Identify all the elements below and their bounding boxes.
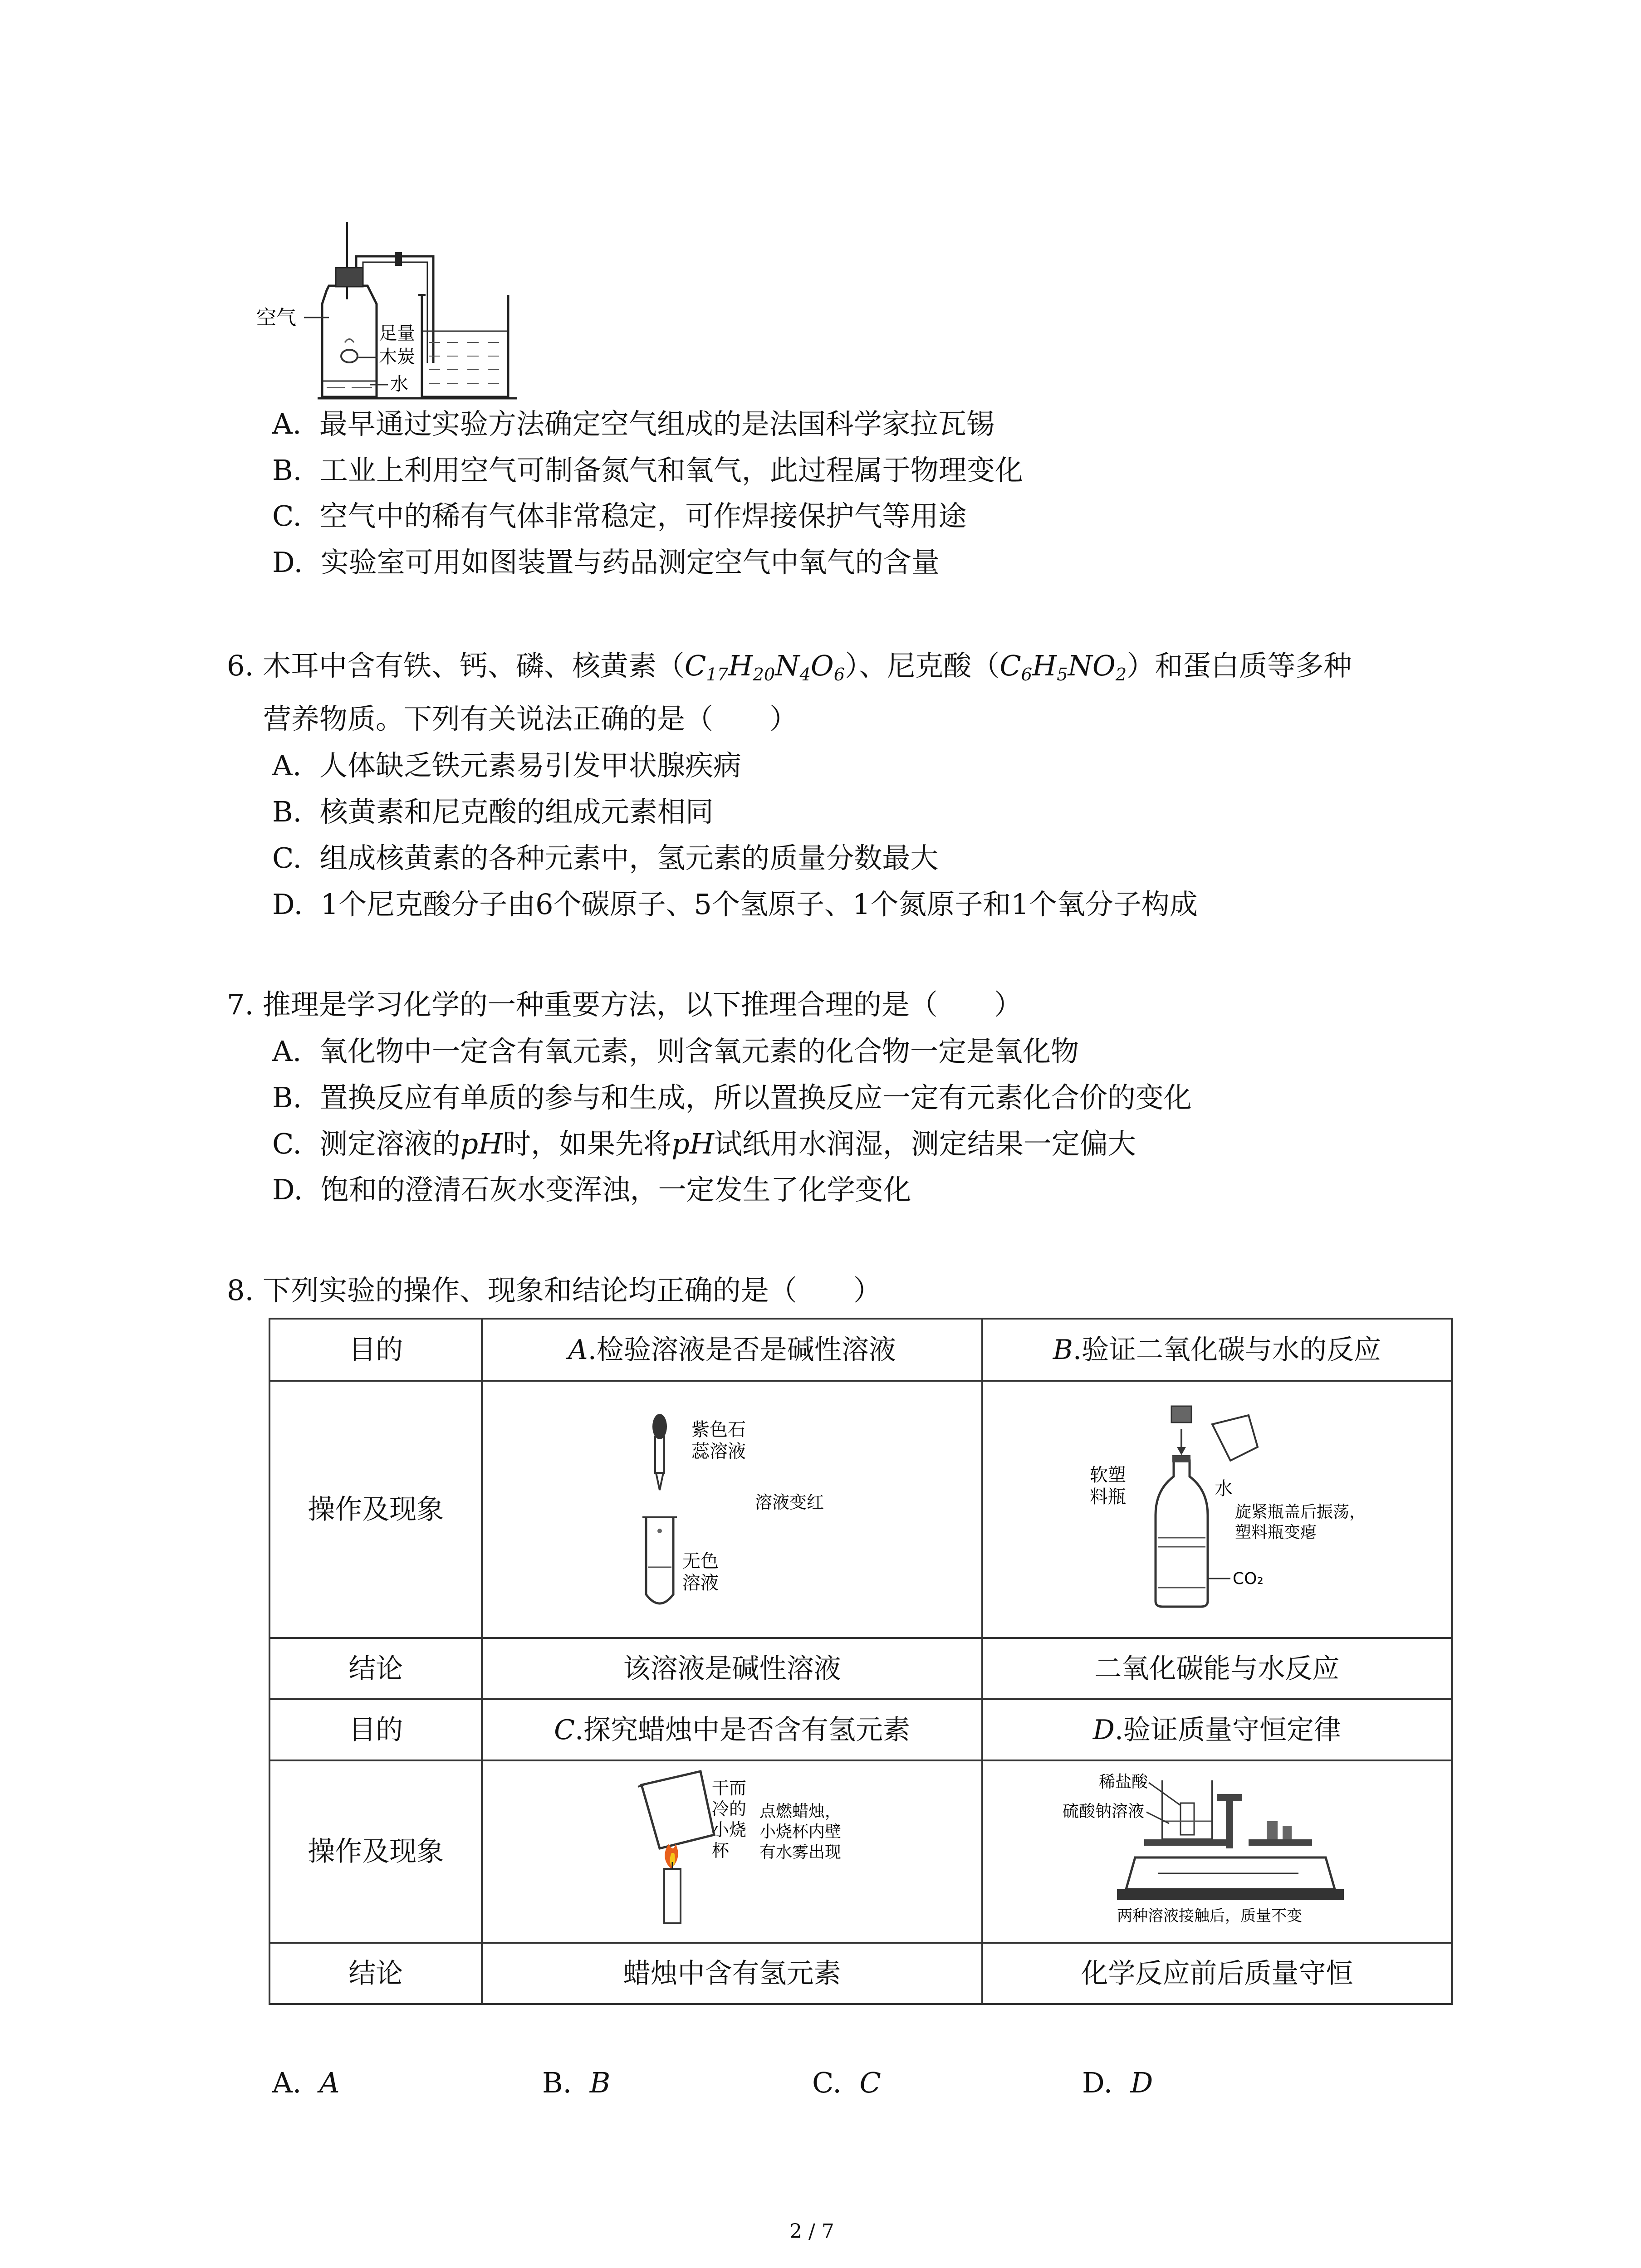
purpose-label: 目的	[269, 1699, 482, 1760]
q6-option-a: A. 人体缺乏铁元素易引发甲状腺疾病	[272, 749, 741, 782]
svg-text:料瓶: 料瓶	[1090, 1486, 1127, 1507]
option-letter: A.	[272, 407, 302, 440]
question-number: 7.	[227, 988, 254, 1021]
q7-option-a: A. 氧化物中一定含有氧元素，则含氧元素的化合物一定是氧化物	[272, 1035, 1079, 1068]
figure-candle-beaker	[592, 1767, 873, 1930]
label-enough: 足量	[379, 323, 415, 344]
purpose-d: D.验证质量守恒定律	[982, 1699, 1452, 1760]
option-letter: D.	[272, 546, 303, 579]
q6-option-c: C. 组成核黄素的各种元素中，氢元素的质量分数最大	[272, 841, 939, 875]
option-text: 空气中的稀有气体非常稳定，可作焊接保护气等用途	[319, 499, 967, 533]
svg-text:有水雾出现: 有水雾出现	[759, 1843, 841, 1862]
purpose-b: B.验证二氧化碳与水的反应	[982, 1319, 1452, 1381]
q6-option-b: B. 核黄素和尼克酸的组成元素相同	[272, 795, 714, 828]
q8-answer-b: B. B	[542, 2066, 611, 2099]
svg-text:小烧: 小烧	[711, 1819, 746, 1840]
option-text: 实验室可用如图装置与药品测定空气中氧气的含量	[320, 546, 940, 579]
q8-experiment-table	[269, 1318, 1453, 2005]
figure-air-charcoal-apparatus	[254, 213, 535, 404]
figure-dropper-test-tube	[592, 1399, 873, 1613]
q6-option-d: D. 1个尼克酸分子由6个碳原子、5个氢原子、1个氮原子和1个氧分子构成	[272, 888, 1198, 921]
label-water: 水	[390, 374, 408, 395]
conclusion-label: 结论	[269, 1638, 482, 1699]
svg-text:溶液: 溶液	[682, 1573, 719, 1593]
svg-text:溶液变红: 溶液变红	[754, 1492, 824, 1512]
conclusion-b: 二氧化碳能与水反应	[982, 1638, 1452, 1699]
svg-text:冷的: 冷的	[711, 1799, 746, 1819]
q5-option-c	[272, 498, 966, 534]
page-number: 2 / 7	[789, 2220, 834, 2243]
operation-d	[982, 1760, 1452, 1943]
table-row	[269, 1760, 1452, 1943]
svg-text:软塑: 软塑	[1090, 1465, 1127, 1486]
q5-option-d	[272, 544, 940, 581]
conclusion-label: 结论	[269, 1943, 482, 2004]
purpose-c: C.探究蜡烛中是否含有氢元素	[482, 1699, 982, 1760]
option-letter: B.	[272, 454, 302, 487]
purpose-label: 目的	[269, 1319, 482, 1381]
q8-answer-a: A. A	[272, 2066, 340, 2099]
svg-text:无色: 无色	[682, 1551, 719, 1572]
table-row	[269, 1319, 1452, 1381]
q7-option-c: C. 测定溶液的pH时，如果先将pH试纸用水润湿，测定结果一定偏大	[272, 1127, 1136, 1160]
table-row	[269, 1638, 1452, 1699]
q7-stem: 7. 推理是学习化学的一种重要方法，以下推理合理的是（ ）	[227, 988, 1022, 1021]
svg-text:旋紧瓶盖后振荡，: 旋紧瓶盖后振荡，	[1235, 1503, 1366, 1521]
q7-option-b: B. 置换反应有单质的参与和生成，所以置换反应一定有元素化合价的变化	[272, 1081, 1192, 1114]
figure-balance-beaker	[1044, 1767, 1389, 1930]
label-charcoal: 木炭	[379, 347, 415, 367]
svg-text:干而: 干而	[711, 1778, 746, 1798]
q8-answer-d: D. D	[1082, 2066, 1153, 2099]
q8-answer-c: C. C	[812, 2066, 881, 2099]
svg-text:塑料瓶变瘪: 塑料瓶变瘪	[1235, 1523, 1317, 1542]
operation-a	[482, 1381, 982, 1638]
option-letter: C.	[272, 499, 302, 533]
conclusion-d: 化学反应前后质量守恒	[982, 1943, 1452, 2004]
table-row	[269, 1699, 1452, 1760]
q6-stem-line2: 营养物质。下列有关说法正确的是（ ）	[263, 702, 798, 735]
svg-text:硫酸钠溶液: 硫酸钠溶液	[1063, 1802, 1145, 1821]
q5-option-a	[272, 406, 994, 442]
svg-text:水: 水	[1215, 1478, 1233, 1499]
option-text: 工业上利用空气可制备氮气和氧气，此过程属于物理变化	[319, 454, 1023, 487]
conclusion-a: 该溶液是碱性溶液	[482, 1638, 982, 1699]
svg-text:小烧杯内壁: 小烧杯内壁	[759, 1822, 841, 1841]
svg-text:两种溶液接触后，质量不变: 两种溶液接触后，质量不变	[1117, 1906, 1303, 1925]
q7-option-d: D. 饱和的澄清石灰水变浑浊，一定发生了化学变化	[272, 1173, 911, 1206]
question-number: 8.	[227, 1274, 254, 1307]
question-number: 6.	[227, 649, 254, 682]
conclusion-c: 蜡烛中含有氢元素	[482, 1943, 982, 2004]
niacin-formula: $C_6H_5NO_2$	[999, 649, 1127, 685]
table-row	[269, 1943, 1452, 2004]
figure-plastic-bottle-co2	[1058, 1397, 1376, 1615]
operation-label: 操作及现象	[269, 1381, 482, 1638]
riboflavin-formula: $C_{17}H_{20}N_4O_6$	[684, 649, 845, 685]
label-air: 空气	[256, 306, 296, 329]
option-text: 最早通过实验方法确定空气组成的是法国科学家拉瓦锡	[319, 407, 994, 440]
q5-option-b	[272, 452, 1023, 489]
table-row	[269, 1381, 1452, 1638]
q8-stem: 8. 下列实验的操作、现象和结论均正确的是（ ）	[227, 1274, 882, 1307]
svg-text:紫色石: 紫色石	[691, 1419, 746, 1440]
svg-text:稀盐酸: 稀盐酸	[1099, 1772, 1148, 1791]
svg-text:CO₂: CO₂	[1233, 1569, 1264, 1588]
svg-text:蕊溶液: 蕊溶液	[691, 1441, 746, 1462]
operation-c	[482, 1760, 982, 1943]
svg-text:点燃蜡烛，: 点燃蜡烛，	[759, 1802, 841, 1821]
operation-b	[982, 1381, 1452, 1638]
operation-label: 操作及现象	[269, 1760, 482, 1943]
q6-stem-line1: 6. 木耳中含有铁、钙、磷、核黄素$(C_{17}H_{20}N_4O_6)$、尼克酸$(C_6H_5NO_2)$和蛋白质等多种	[227, 649, 1352, 685]
svg-text:杯: 杯	[711, 1840, 729, 1861]
purpose-a: A.检验溶液是否是碱性溶液	[482, 1319, 982, 1381]
